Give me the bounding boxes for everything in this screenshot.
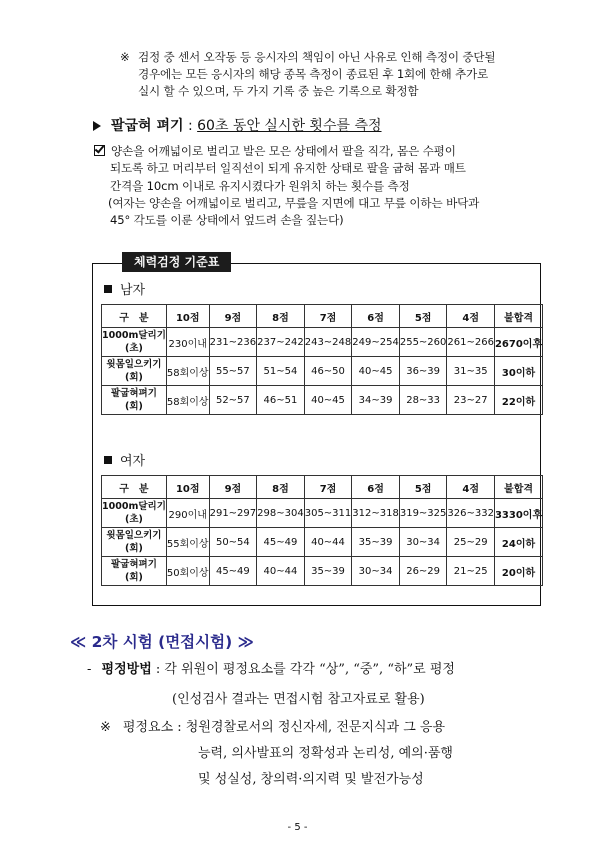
score-cell: 255~260 (399, 328, 447, 357)
second-exam-heading: ≪ 2차 시험 (면접시험) ≫ (70, 633, 254, 651)
score-cell: 40~45 (304, 386, 352, 415)
header-cell: 6점 (352, 476, 400, 499)
score-cell: 55회이상 (166, 528, 209, 557)
item-cell: 팔굽혀펴기 (회) (102, 557, 167, 586)
score-cell: 30~34 (399, 528, 447, 557)
score-cell: 45~49 (209, 557, 257, 586)
score-cell: 35~39 (304, 557, 352, 586)
eval-sub: (인성검사 결과는 면접시험 참고자료로 활용) (172, 692, 425, 707)
score-cell: 243~248 (304, 328, 352, 357)
score-cell: 261~266 (447, 328, 495, 357)
score-cell: 45~49 (257, 528, 305, 557)
score-cell: 231~236 (209, 328, 257, 357)
header-cell: 7점 (304, 305, 352, 328)
table-row (102, 328, 543, 357)
score-cell: 28~33 (399, 386, 447, 415)
male-standards-table (101, 304, 543, 415)
score-cell: 298~304 (257, 499, 305, 528)
elements-line: 능력, 의사발표의 정확성과 논리성, 예의·품행 (198, 746, 453, 761)
score-cell: 46~51 (257, 386, 305, 415)
female-title: 여자 (120, 454, 146, 469)
item-cell: 윗몸일으키기 (회) (102, 357, 167, 386)
pushup-heading (93, 115, 382, 135)
score-cell: 230이내 (166, 328, 209, 357)
fail-cell: 20이하 (494, 557, 542, 586)
table-row (102, 357, 543, 386)
header-cell: 불합격 (494, 476, 542, 499)
score-cell: 52~57 (209, 386, 257, 415)
pushup-title: 팔굽혀 펴기 (111, 118, 184, 134)
square-bullet-icon (104, 456, 112, 464)
fail-cell: 24이하 (494, 528, 542, 557)
score-cell: 46~50 (304, 357, 352, 386)
male-heading (104, 279, 145, 298)
note-line: 실시 할 수 있으며, 두 가지 기록 중 높은 기록으로 확정함 (138, 84, 419, 98)
standards-label: 체력검정 기준표 (122, 252, 231, 272)
score-cell: 21~25 (447, 557, 495, 586)
score-cell: 326~332 (447, 499, 495, 528)
female-heading (104, 450, 145, 469)
square-bullet-icon (104, 285, 112, 293)
pushup-sep: : (183, 118, 198, 134)
header-cell: 구 분 (102, 476, 167, 499)
item-cell: 윗몸일으키기 (회) (102, 528, 167, 557)
score-cell: 26~29 (399, 557, 447, 586)
page-number: - 5 - (287, 822, 308, 833)
elements-mark: ※ (100, 720, 111, 735)
table-row (102, 499, 543, 528)
score-cell: 319~325 (399, 499, 447, 528)
table-row (102, 386, 543, 415)
score-cell: 40~44 (257, 557, 305, 586)
score-cell: 31~35 (447, 357, 495, 386)
elements-line: : 청원경찰로서의 정신자세, 전문지식과 그 응용 (173, 720, 446, 735)
elements-line: 및 성실성, 창의력·의지력 및 발전가능성 (198, 772, 424, 787)
note-line: 검정 중 센서 오작동 등 응시자의 책임이 아닌 사유로 인해 측정이 중단될 (138, 50, 496, 64)
header-cell: 구 분 (102, 305, 167, 328)
score-cell: 36~39 (399, 357, 447, 386)
triangle-bullet-icon (93, 121, 101, 131)
score-cell: 305~311 (304, 499, 352, 528)
method-line: 양손을 어깨넓이로 벌리고 발은 모은 상태에서 팔을 직각, 몸은 수평이 (111, 144, 456, 158)
header-cell: 4점 (447, 305, 495, 328)
eval-method (87, 658, 455, 677)
header-cell: 9점 (209, 305, 257, 328)
note-line: 경우에는 모든 응시자의 해당 종목 측정이 종료된 후 1회에 한해 추가로 (138, 67, 489, 81)
retest-note (120, 49, 560, 100)
method-line: 간격을 10cm 이내로 유지시켰다가 원위치 하는 횟수를 측정 (110, 178, 410, 193)
table-row (102, 557, 543, 586)
method-line: (여자는 양손을 어깨넓이로 벌리고, 무릎을 지면에 대고 무릎 이하는 바닥과 (108, 195, 480, 210)
male-title: 남자 (120, 283, 146, 298)
score-cell: 58회이상 (166, 357, 209, 386)
score-cell: 237~242 (257, 328, 305, 357)
eval-label: 평정방법 (101, 662, 152, 677)
score-cell: 50회이상 (166, 557, 209, 586)
table-header-row (102, 305, 543, 328)
eval-text: : 각 위원이 평정요소를 각각 “상”, “중”, “하”로 평정 (151, 662, 455, 677)
item-cell: 1000m달리기 (초) (102, 499, 167, 528)
item-cell: 팔굽혀펴기 (회) (102, 386, 167, 415)
pushup-method (110, 143, 555, 229)
female-standards-table (101, 475, 543, 586)
header-cell: 6점 (352, 305, 400, 328)
elements-label: 평정요소 (122, 720, 174, 735)
pushup-desc: 60초 동안 실시한 횟수를 측정 (197, 118, 382, 134)
table-header-row (102, 476, 543, 499)
header-cell: 10점 (166, 305, 209, 328)
score-cell: 40~45 (352, 357, 400, 386)
eval-dash: - (87, 662, 92, 677)
score-cell: 291~297 (209, 499, 257, 528)
fail-cell: 3330이후 (494, 499, 542, 528)
method-line: 되도록 하고 머리부터 일직선이 되게 유지한 상태로 팔을 굽혀 몸과 매트 (110, 161, 466, 176)
fail-cell: 2670이후 (494, 328, 542, 357)
header-cell: 불합격 (494, 305, 542, 328)
score-cell: 290이내 (166, 499, 209, 528)
score-cell: 51~54 (257, 357, 305, 386)
fail-cell: 22이하 (494, 386, 542, 415)
score-cell: 35~39 (352, 528, 400, 557)
header-cell: 7점 (304, 476, 352, 499)
score-cell: 55~57 (209, 357, 257, 386)
header-cell: 8점 (257, 305, 305, 328)
note-mark: ※ (120, 50, 130, 64)
table-row (102, 528, 543, 557)
score-cell: 25~29 (447, 528, 495, 557)
header-cell: 8점 (257, 476, 305, 499)
header-cell: 5점 (399, 476, 447, 499)
score-cell: 30~34 (352, 557, 400, 586)
score-cell: 58회이상 (166, 386, 209, 415)
score-cell: 50~54 (209, 528, 257, 557)
header-cell: 5점 (399, 305, 447, 328)
header-cell: 10점 (166, 476, 209, 499)
header-cell: 9점 (209, 476, 257, 499)
fail-cell: 30이하 (494, 357, 542, 386)
checkbox-bullet-icon (94, 145, 105, 156)
item-cell: 1000m달리기 (초) (102, 328, 167, 357)
method-line: 45° 각도를 이룬 상태에서 엎드려 손을 짚는다) (110, 213, 344, 228)
score-cell: 249~254 (352, 328, 400, 357)
header-cell: 4점 (447, 476, 495, 499)
score-cell: 312~318 (352, 499, 400, 528)
score-cell: 40~44 (304, 528, 352, 557)
eval-elements (100, 715, 570, 793)
score-cell: 34~39 (352, 386, 400, 415)
score-cell: 23~27 (447, 386, 495, 415)
